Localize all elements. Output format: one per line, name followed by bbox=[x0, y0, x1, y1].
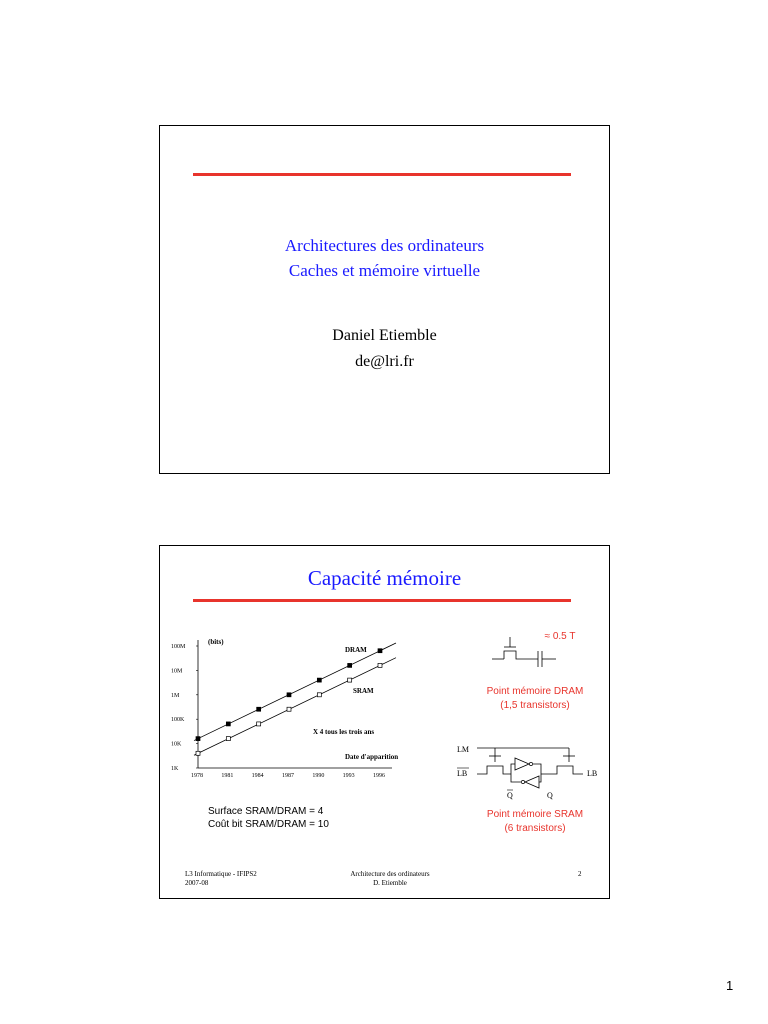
data-point-sram bbox=[348, 678, 352, 682]
course-subtitle: Caches et mémoire virtuelle bbox=[288, 261, 481, 280]
data-point-dram bbox=[317, 678, 321, 682]
data-point-dram bbox=[226, 722, 230, 726]
y-tick-label: 100K bbox=[171, 717, 185, 724]
cost-ratio-note: Coût bit SRAM/DRAM = 10 bbox=[208, 819, 329, 830]
slide-title-underline bbox=[193, 599, 571, 602]
footer-left-line1: L3 Informatique - IFIPS2 bbox=[185, 870, 257, 878]
x-tick-label: 1987 bbox=[282, 773, 294, 779]
slide-title: Capacité mémoire bbox=[307, 566, 462, 590]
x-tick-label: 1993 bbox=[342, 773, 355, 779]
sram-cell-caption-line1: Point mémoire SRAM bbox=[486, 809, 584, 820]
series-label-dram: DRAM bbox=[345, 646, 367, 654]
lb-label: LB bbox=[587, 769, 598, 778]
dram-cell-caption-line2: (1,5 transistors) bbox=[500, 700, 570, 711]
data-point-sram bbox=[196, 751, 200, 755]
y-tick-label: 1M bbox=[171, 692, 180, 699]
x-tick-labels bbox=[191, 773, 385, 779]
dram-cell-caption-line1: Point mémoire DRAM bbox=[486, 686, 584, 697]
data-point-dram bbox=[196, 737, 200, 741]
x-tick-label: 1984 bbox=[251, 773, 264, 779]
page-number: 1 bbox=[726, 978, 734, 993]
lb-bar-label: LB bbox=[457, 769, 468, 778]
data-point-sram bbox=[226, 737, 230, 741]
data-point-dram bbox=[257, 707, 261, 711]
author-name: Daniel Etiemble bbox=[332, 327, 437, 344]
memory-capacity-slide bbox=[159, 545, 610, 899]
title-underline bbox=[193, 173, 571, 176]
data-point-dram bbox=[378, 649, 382, 653]
footer-center-line1: Architecture des ordinateurs bbox=[350, 870, 430, 878]
y-tick-label: 10M bbox=[171, 668, 183, 675]
growth-annotation: X 4 tous les trois ans bbox=[313, 728, 375, 736]
data-point-sram bbox=[317, 693, 321, 697]
footer-slide-number: 2 bbox=[578, 870, 582, 878]
q-label: Q bbox=[547, 791, 553, 800]
data-point-dram bbox=[287, 693, 291, 697]
memory-capacity-chart bbox=[170, 626, 420, 786]
x-tick-label: 1996 bbox=[373, 773, 385, 779]
data-point-sram bbox=[287, 707, 291, 711]
series-line-sram bbox=[194, 658, 396, 756]
data-point-sram bbox=[257, 722, 261, 726]
series-label-sram: SRAM bbox=[353, 687, 374, 695]
y-tick-label: 10K bbox=[171, 741, 182, 748]
course-title: Architectures des ordinateurs bbox=[284, 236, 485, 255]
q-bar-label: Q bbox=[507, 791, 513, 800]
x-tick-label: 1990 bbox=[312, 773, 325, 779]
y-tick-labels bbox=[171, 644, 198, 772]
data-point-sram bbox=[378, 663, 382, 667]
dram-cell-schematic bbox=[488, 633, 568, 675]
x-tick-label: 1978 bbox=[191, 773, 203, 779]
footer-center-line2: D. Etiemble bbox=[373, 879, 407, 887]
chart-series bbox=[194, 643, 396, 755]
author-email: de@lri.fr bbox=[355, 353, 414, 370]
dram-approx-label: ≈ 0.5 T bbox=[544, 631, 576, 642]
lm-label: LM bbox=[457, 745, 469, 754]
data-point-dram bbox=[348, 663, 352, 667]
x-tick-label: 1981 bbox=[221, 773, 234, 779]
sram-cell-schematic bbox=[455, 736, 605, 806]
y-tick-label: 1K bbox=[171, 766, 179, 772]
y-tick-label: 100M bbox=[171, 644, 186, 650]
sram-cell-caption-line2: (6 transistors) bbox=[504, 823, 566, 834]
y-axis-label: (bits) bbox=[208, 638, 224, 646]
title-slide bbox=[159, 125, 610, 474]
x-axis-label: Date d'apparition bbox=[345, 753, 399, 761]
surface-ratio-note: Surface SRAM/DRAM = 4 bbox=[208, 806, 324, 817]
footer-left-line2: 2007-08 bbox=[185, 879, 209, 887]
